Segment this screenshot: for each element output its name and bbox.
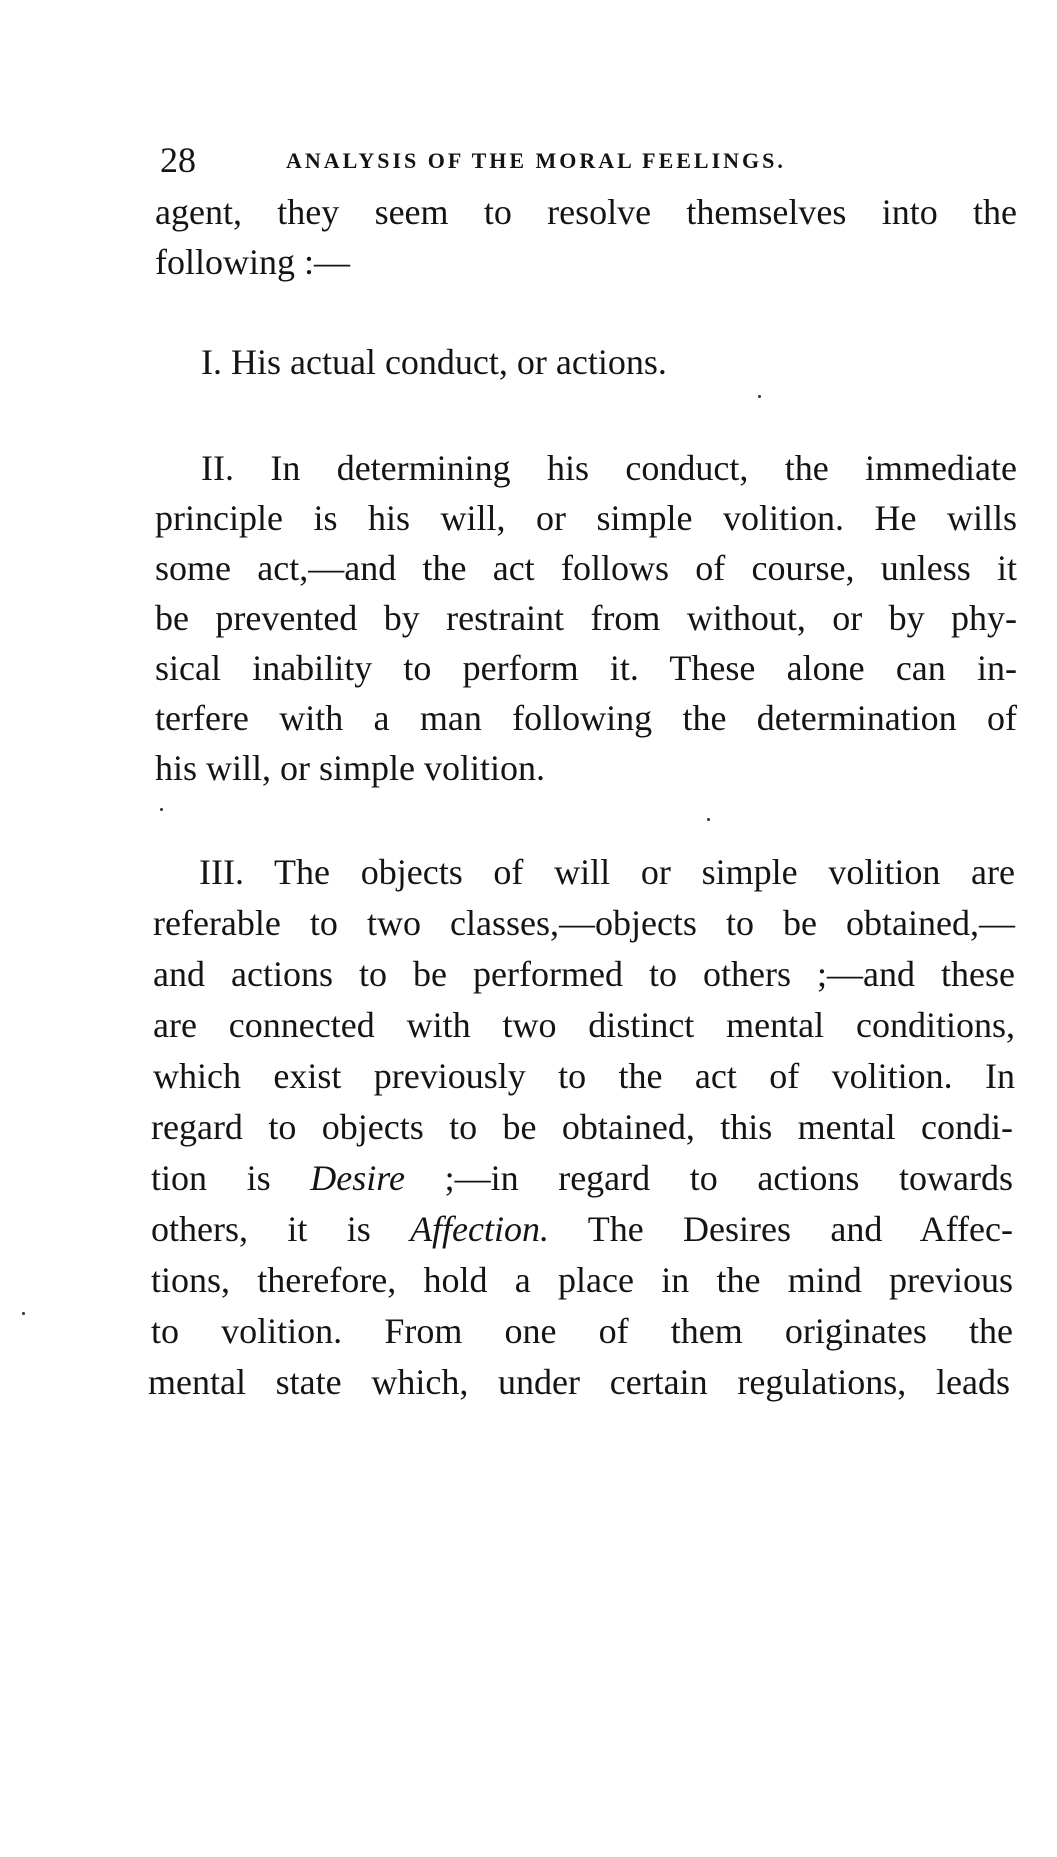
line-8-text-after: The Desires and Affec-	[549, 1209, 1013, 1249]
running-head: ANALYSIS OF THE MORAL FEELINGS.	[286, 148, 786, 173]
intro-line-2: following :—	[155, 242, 350, 282]
section-3-line-10: to volition. From one of them originates the	[151, 1311, 1013, 1351]
section-2-line-7: his will, or simple volition.	[155, 748, 546, 788]
section-3-line-11: mental state which, under certain regulations, leads	[148, 1362, 1010, 1402]
section-2-line-2: principle is his will, or simple volition. He wills	[155, 498, 1017, 538]
section-3-line-8	[151, 1205, 1013, 1253]
section-1-line-1: I. His actual conduct, or actions.	[201, 342, 667, 382]
line-7-text-before: tion is	[151, 1158, 311, 1198]
scan-speck	[707, 818, 710, 821]
scan-speck	[160, 808, 163, 811]
section-3-line-2: referable to two classes,—objects to be obtained,—	[153, 903, 1015, 943]
line-8-text-before: others, it is	[151, 1209, 411, 1249]
section-3-line-6: regard to objects to be obtained, this mental condi-	[151, 1107, 1013, 1147]
section-3-line-1: III. The objects of will or simple volition are	[199, 852, 1015, 892]
page-header	[160, 140, 1030, 180]
term-desire: Desire	[310, 1158, 405, 1198]
section-3-line-7	[151, 1154, 1013, 1202]
section-2-line-5: sical inability to perform it. These alone can in-	[155, 648, 1017, 688]
section-2-line-1: II. In determining his conduct, the immediate	[201, 448, 1017, 488]
scan-speck	[758, 395, 761, 398]
intro-line-1: agent, they seem to resolve themselves into the	[155, 192, 1017, 232]
section-2-line-4: be prevented by restraint from without, or by phy-	[155, 598, 1017, 638]
section-3-line-9: tions, therefore, hold a place in the mind previous	[151, 1260, 1013, 1300]
scan-speck	[22, 1312, 25, 1315]
section-2-line-3: some act,—and the act follows of course, unless it	[155, 548, 1017, 588]
term-affection: Affection.	[410, 1209, 550, 1249]
section-3-line-4: are connected with two distinct mental conditions,	[153, 1005, 1015, 1045]
section-3-line-3: and actions to be performed to others ;—and these	[153, 954, 1015, 994]
page-number: 28	[160, 140, 196, 180]
line-7-text-after: ;—in regard to actions towards	[404, 1158, 1014, 1198]
section-2-line-6: terfere with a man following the determination of	[155, 698, 1017, 738]
section-3-line-5: which exist previously to the act of volition. In	[153, 1056, 1015, 1096]
